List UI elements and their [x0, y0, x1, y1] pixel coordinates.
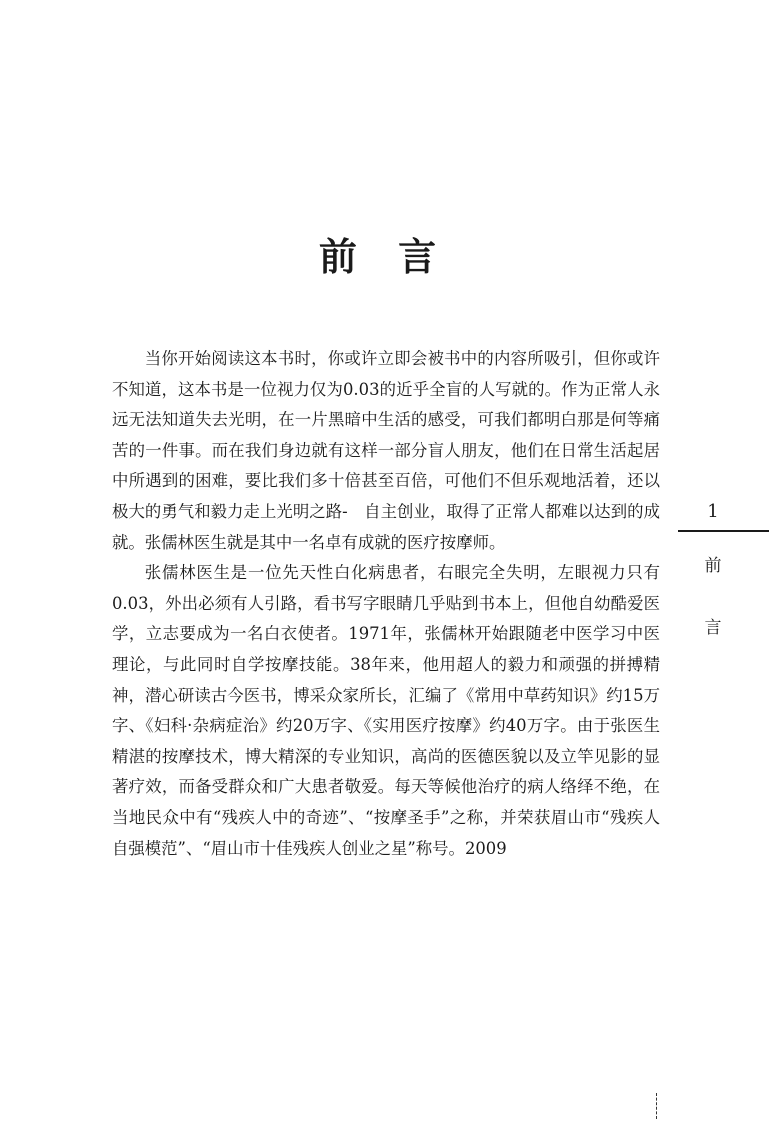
page-title: 前 言: [318, 234, 451, 279]
paragraph-2: 张儒林医生是一位先天性白化病患者，右眼完全失明，左眼视力只有0.03，外出必须有人引路，看书写字眼睛几乎贴到书本上，但他自幼酷爱医学，立志要成为一名白衣使者。1971年，张儒林开始跟随老中医学习中医理论，与此同时自学按摩技能。38年来，他用超人的毅力和顽强的拼搏精神，潜心研读古今医书，博采众家所长，汇编了《常用中草药知识》约15万字、《妇科·杂病症治》约20万字、《实用医疗按摩》约40万字。由于张医生精湛的按摩技术，博大精深的专业知识，高尚的医德医貌以及立竿见影的显著疗效，而备受群众和广大患者敬爱。每天等候他治疗的病人络绎不绝，在当地民众中有“残疾人中的奇迹”、“按摩圣手”之称，并荣获眉山市“残疾人自强模范”、“眉山市十佳残疾人创业之星”称号。2009: [112, 563, 660, 858]
side-tab-rule: [678, 530, 769, 532]
side-tab-char-2: 言: [704, 618, 722, 638]
cut-mark: [656, 1093, 657, 1119]
page-number: 1: [707, 501, 719, 522]
paragraph-1: 当你开始阅读这本书时，你或许立即会被书中的内容所吸引，但你或许不知道，这本书是一位视力仅为0.03的近乎全盲的人写就的。作为正常人永远无法知道失去光明，在一片黑暗中生活的感受，可我们都明白那是何等痛苦的一件事。而在我们身边就有这样一部分盲人朋友，他们在日常生活起居中所遇到的困难，要比我们多十倍甚至百倍，可他们不但乐观地活着，还以极大的勇气和毅力走上光明之路- 自主创业，取得了正常人都难以达到的成就。张儒林医生就是其中一名卓有成就的医疗按摩师。: [112, 349, 660, 552]
chapter-side-tab: [678, 500, 769, 650]
body-text: [112, 344, 660, 864]
side-tab-char-1: 前: [704, 556, 722, 576]
